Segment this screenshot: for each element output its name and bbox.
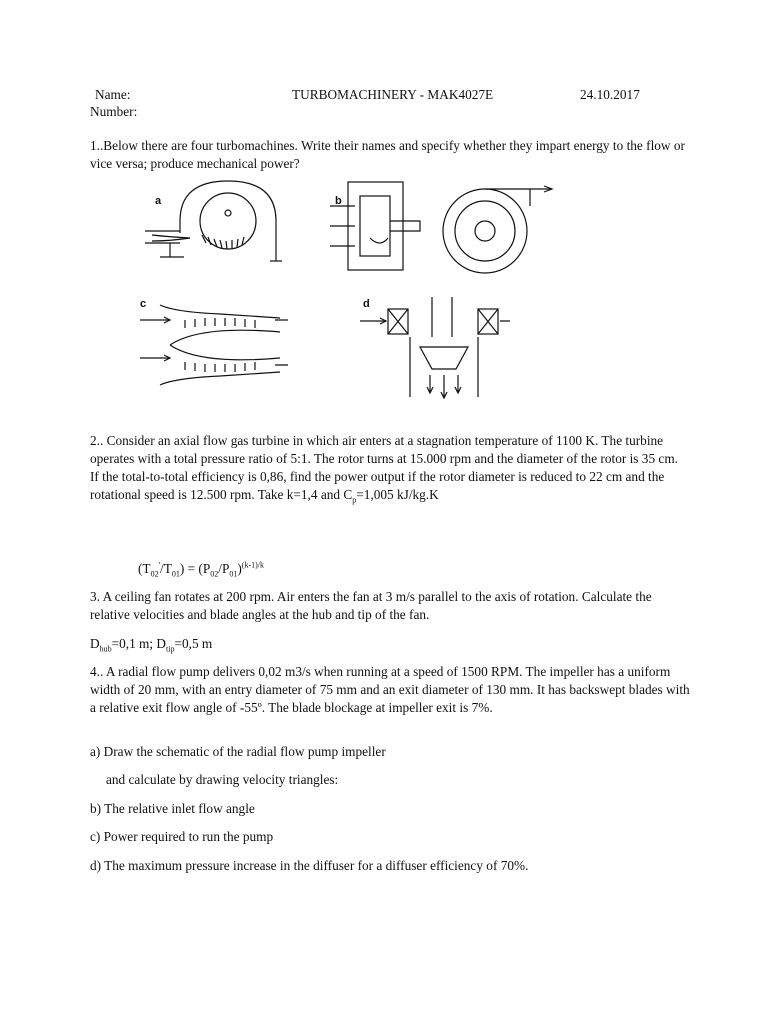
radial-inflow-turbine-drawing: [360, 297, 510, 407]
hub-value: =0,1 m; D: [111, 636, 167, 651]
question-2-text: [90, 432, 690, 504]
hub-subscript: hub: [99, 644, 112, 654]
impulse-turbine-drawing: [140, 173, 300, 263]
eq-part: /P: [218, 561, 230, 576]
eq-part: /T: [160, 561, 172, 576]
eq-sub: 01: [229, 569, 238, 579]
eq-sub: 01: [171, 569, 180, 579]
eq-sub: 02: [150, 569, 159, 579]
eq-sup: (k-1)/k: [241, 560, 264, 570]
question-4-part-c: c) Power required to run the pump: [90, 829, 274, 844]
question-4-part-a: a) Draw the schematic of the radial flow pump impeller: [90, 744, 386, 759]
eq-part: ): [237, 561, 242, 576]
number-label: Number:: [90, 104, 138, 119]
question-1-text: 1..Below there are four turbomachines. Write their names and specify whether they impart energy to the flow or vice versa; produce mechanical power?: [90, 138, 685, 171]
axial-compressor-drawing: [140, 300, 290, 390]
figure-a-letter: a: [155, 195, 162, 207]
figure-c-letter: c: [140, 298, 147, 310]
eq-part: (T: [138, 561, 151, 576]
tip-subscript: tip: [166, 644, 175, 654]
question-2-body: 2.. Consider an axial flow gas turbine in which air enters at a stagnation temperature of 1100 K. The turbine operates with a total pressure ratio of 5:1. The rotor turns at 15.000 rpm and the diameter of the rotor is 35 cm. If the total-to-total efficiency is 0,86, find the power output if the rotor diameter is reduced to 22 cm and the rotational speed is 12.500 rpm. Take k=1,4 and C: [90, 433, 678, 502]
figure-b-letter: b: [335, 195, 342, 207]
cp-subscript: p: [352, 495, 357, 505]
tip-value: =0,5 m: [174, 636, 213, 651]
eq-part: ) = (P: [179, 561, 211, 576]
question-4-part-a-cont: and calculate by drawing velocity triangles:: [106, 772, 339, 787]
exam-date: 24.10.2017: [580, 87, 640, 102]
question-4-part-b: b) The relative inlet flow angle: [90, 801, 255, 816]
centrifugal-fan-drawing: [330, 176, 570, 276]
question-3-text: 3. A ceiling fan rotates at 200 rpm. Air enters the fan at 3 m/s parallel to the axis of rotation. Calculate the relative velocities and blade angles at the hub and tip of the fan.: [90, 589, 652, 622]
page-title: TURBOMACHINERY - MAK4027E: [292, 87, 494, 102]
hub-tip-diameters: [90, 635, 212, 653]
d-label: D: [90, 636, 100, 651]
question-4-part-d: d) The maximum pressure increase in the diffuser for a diffuser efficiency of 70%.: [90, 858, 529, 873]
eq-sub: 02: [210, 569, 219, 579]
eq-sup: ': [158, 560, 161, 570]
question-4-text: 4.. A radial flow pump delivers 0,02 m3/s when running at a speed of 1500 RPM. The impeller has a uniform width of 20 mm, with an entry diameter of 75 mm and an exit diameter of 130 mm. It has backswept blades with a relative exit flow angle of -55º. The blade blockage at impeller exit is 7%.: [90, 664, 690, 715]
temperature-pressure-equation: [138, 560, 264, 578]
figure-d-letter: d: [363, 298, 370, 310]
name-label: Name:: [95, 87, 131, 102]
question-2-cp-value: =1,005 kJ/kg.K: [356, 487, 439, 502]
